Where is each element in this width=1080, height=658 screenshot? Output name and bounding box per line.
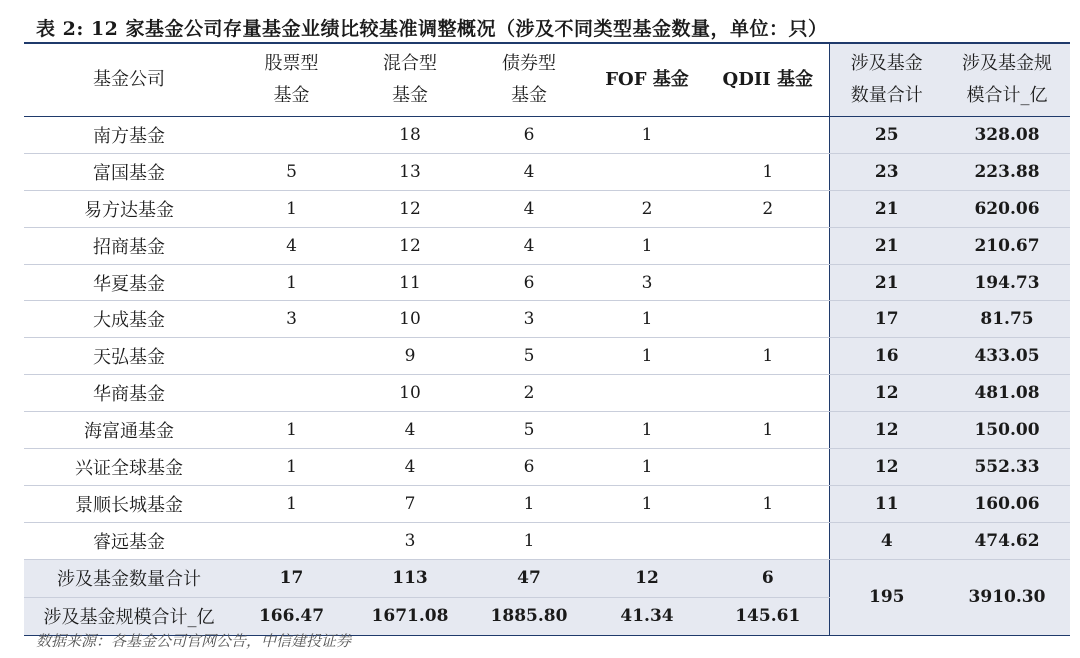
stock-count-cell: 4	[234, 227, 349, 264]
qdii-count-cell: 1	[707, 412, 829, 449]
header-scale-line1: 涉及基金规	[962, 53, 1052, 74]
company-cell: 富国基金	[24, 153, 234, 190]
mixed-count-cell: 13	[349, 153, 471, 190]
table-row	[24, 522, 1070, 559]
total-count-cell: 12	[829, 449, 944, 486]
qdii-count-cell: 1	[707, 485, 829, 522]
total-scale-cell: 160.06	[944, 485, 1070, 522]
total-scale-cell: 481.08	[944, 375, 1070, 412]
total-count-cell: 4	[829, 522, 944, 559]
qdii-count-cell: 1	[707, 338, 829, 375]
table-row	[24, 412, 1070, 449]
fof-count-cell: 1	[587, 412, 707, 449]
qdii-count-cell	[707, 117, 829, 154]
company-cell: 睿远基金	[24, 522, 234, 559]
header-bond-line2: 基金	[511, 85, 547, 106]
header-qdii: QDII 基金	[707, 44, 829, 117]
fof-count-cell: 3	[587, 264, 707, 301]
company-cell: 海富通基金	[24, 412, 234, 449]
table-body	[24, 117, 1070, 636]
table-row	[24, 449, 1070, 486]
company-cell: 易方达基金	[24, 190, 234, 227]
bond-count-cell: 4	[471, 227, 587, 264]
stock-count-cell: 1	[234, 485, 349, 522]
company-cell: 兴证全球基金	[24, 449, 234, 486]
total-count-cell: 17	[829, 301, 944, 338]
header-bond-line1: 债券型	[502, 53, 556, 74]
table-row	[24, 227, 1070, 264]
stock-count-cell: 1	[234, 449, 349, 486]
fof-count-cell	[587, 522, 707, 559]
bond-count-cell: 2	[471, 375, 587, 412]
total-scale-cell: 620.06	[944, 190, 1070, 227]
total-count-cell: 25	[829, 117, 944, 154]
total-scale-fof: 41.34	[587, 597, 707, 635]
header-count-line2: 数量合计	[850, 85, 923, 106]
company-cell: 华夏基金	[24, 264, 234, 301]
stock-count-cell: 3	[234, 301, 349, 338]
qdii-count-cell	[707, 264, 829, 301]
total-count-qdii: 6	[707, 559, 829, 597]
bond-count-cell: 5	[471, 338, 587, 375]
fof-count-cell: 1	[587, 338, 707, 375]
fof-count-cell: 1	[587, 117, 707, 154]
total-count-mixed: 113	[349, 559, 471, 597]
total-scale-label: 涉及基金规模合计_亿	[24, 597, 234, 635]
bond-count-cell: 6	[471, 117, 587, 154]
header-mixed-line1: 混合型	[383, 53, 437, 74]
qdii-count-cell	[707, 375, 829, 412]
total-count-cell: 11	[829, 485, 944, 522]
table-row	[24, 485, 1070, 522]
total-scale-cell: 328.08	[944, 117, 1070, 154]
mixed-count-cell: 3	[349, 522, 471, 559]
stock-count-cell: 5	[234, 153, 349, 190]
company-cell: 天弘基金	[24, 338, 234, 375]
stock-count-cell: 1	[234, 412, 349, 449]
data-source-note: 数据来源：各基金公司官网公告，中信建投证券	[36, 632, 352, 650]
total-count-label: 涉及基金数量合计	[24, 559, 234, 597]
mixed-count-cell: 10	[349, 301, 471, 338]
total-scale-qdii: 145.61	[707, 597, 829, 635]
table-row	[24, 301, 1070, 338]
bond-count-cell: 3	[471, 301, 587, 338]
title-underline	[24, 42, 1070, 44]
total-count-cell: 21	[829, 227, 944, 264]
grand-total-count: 195	[829, 559, 944, 635]
fof-count-cell: 1	[587, 449, 707, 486]
header-fof: FOF 基金	[587, 44, 707, 117]
mixed-count-cell: 10	[349, 375, 471, 412]
bond-count-cell: 1	[471, 485, 587, 522]
header-stock	[234, 44, 349, 117]
qdii-count-cell	[707, 522, 829, 559]
bond-count-cell: 4	[471, 190, 587, 227]
table-row	[24, 153, 1070, 190]
total-scale-mixed: 1671.08	[349, 597, 471, 635]
qdii-count-cell: 2	[707, 190, 829, 227]
bond-count-cell: 1	[471, 522, 587, 559]
grand-total-scale: 3910.30	[944, 559, 1070, 635]
bond-count-cell: 4	[471, 153, 587, 190]
total-scale-stock: 166.47	[234, 597, 349, 635]
fof-count-cell	[587, 375, 707, 412]
total-count-cell: 12	[829, 412, 944, 449]
total-count-cell: 16	[829, 338, 944, 375]
total-scale-cell: 433.05	[944, 338, 1070, 375]
total-count-row	[24, 559, 1070, 597]
qdii-count-cell: 1	[707, 153, 829, 190]
bond-count-cell: 6	[471, 264, 587, 301]
stock-count-cell	[234, 522, 349, 559]
mixed-count-cell: 12	[349, 190, 471, 227]
header-scale-line2: 模合计_亿	[966, 85, 1048, 106]
stock-count-cell	[234, 375, 349, 412]
header-mixed	[349, 44, 471, 117]
total-count-bond: 47	[471, 559, 587, 597]
mixed-count-cell: 4	[349, 412, 471, 449]
mixed-count-cell: 7	[349, 485, 471, 522]
mixed-count-cell: 12	[349, 227, 471, 264]
total-scale-bond: 1885.80	[471, 597, 587, 635]
fof-count-cell: 1	[587, 301, 707, 338]
company-cell: 华商基金	[24, 375, 234, 412]
header-row	[24, 44, 1070, 117]
fof-count-cell: 1	[587, 227, 707, 264]
total-scale-cell: 210.67	[944, 227, 1070, 264]
qdii-count-cell	[707, 301, 829, 338]
table-row	[24, 117, 1070, 154]
stock-count-cell	[234, 338, 349, 375]
total-scale-cell: 552.33	[944, 449, 1070, 486]
header-bond	[471, 44, 587, 117]
mixed-count-cell: 4	[349, 449, 471, 486]
table-title: 表 2: 12 家基金公司存量基金业绩比较基准调整概况（涉及不同类型基金数量，单位：只）	[36, 18, 828, 40]
qdii-count-cell	[707, 449, 829, 486]
header-count	[829, 44, 944, 117]
qdii-count-cell	[707, 227, 829, 264]
bond-count-cell: 5	[471, 412, 587, 449]
header-count-line1: 涉及基金	[850, 53, 923, 74]
fof-count-cell: 1	[587, 485, 707, 522]
total-count-fof: 12	[587, 559, 707, 597]
total-count-stock: 17	[234, 559, 349, 597]
table-row	[24, 264, 1070, 301]
fund-benchmark-table	[24, 44, 1070, 636]
header-scale	[944, 44, 1070, 117]
header-company: 基金公司	[24, 44, 234, 117]
header-stock-line1: 股票型	[264, 53, 319, 74]
company-cell: 招商基金	[24, 227, 234, 264]
mixed-count-cell: 18	[349, 117, 471, 154]
table-row	[24, 190, 1070, 227]
stock-count-cell	[234, 117, 349, 154]
stock-count-cell: 1	[234, 264, 349, 301]
stock-count-cell: 1	[234, 190, 349, 227]
total-count-cell: 12	[829, 375, 944, 412]
header-stock-line2: 基金	[273, 85, 310, 106]
company-cell: 南方基金	[24, 117, 234, 154]
mixed-count-cell: 9	[349, 338, 471, 375]
total-scale-cell: 194.73	[944, 264, 1070, 301]
table-row	[24, 375, 1070, 412]
total-scale-cell: 474.62	[944, 522, 1070, 559]
total-count-cell: 21	[829, 264, 944, 301]
total-count-cell: 21	[829, 190, 944, 227]
company-cell: 大成基金	[24, 301, 234, 338]
header-mixed-line2: 基金	[392, 85, 428, 106]
fof-count-cell	[587, 153, 707, 190]
bond-count-cell: 6	[471, 449, 587, 486]
total-scale-cell: 150.00	[944, 412, 1070, 449]
total-scale-cell: 223.88	[944, 153, 1070, 190]
table-row	[24, 338, 1070, 375]
total-count-cell: 23	[829, 153, 944, 190]
fof-count-cell: 2	[587, 190, 707, 227]
mixed-count-cell: 11	[349, 264, 471, 301]
company-cell: 景顺长城基金	[24, 485, 234, 522]
total-scale-cell: 81.75	[944, 301, 1070, 338]
